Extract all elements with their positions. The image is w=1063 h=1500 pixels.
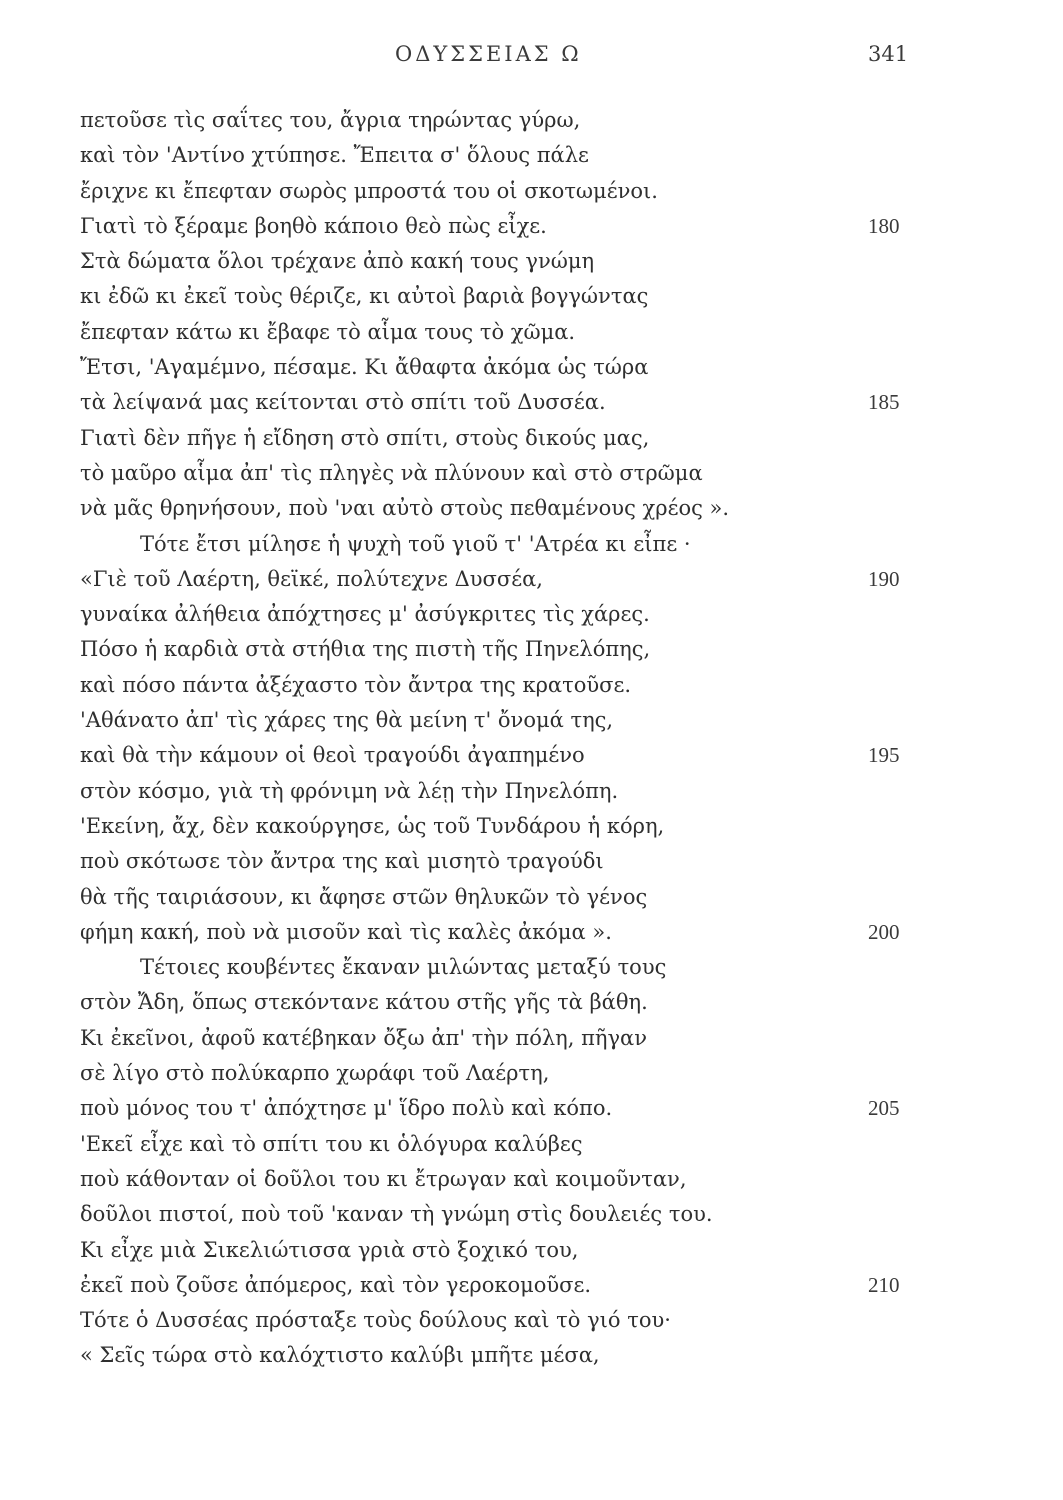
verse-text: Γιατὶ δὲν πῆγε ἡ εἴδηση στὸ σπίτι, στοὺς δικούς μας, bbox=[80, 425, 650, 450]
verse-line bbox=[0, 1127, 1063, 1162]
verse-line bbox=[0, 174, 1063, 209]
verse-text: «Γιὲ τοῦ Λαέρτη, θεϊκέ, πολύτεχνε Δυσσέα, bbox=[80, 566, 543, 591]
verse-line bbox=[0, 809, 1063, 844]
verse-line bbox=[0, 1162, 1063, 1197]
verse-line bbox=[0, 138, 1063, 173]
verse-line bbox=[0, 632, 1063, 667]
verse-line bbox=[0, 421, 1063, 456]
verse-block bbox=[0, 103, 1063, 1374]
verse-line bbox=[0, 244, 1063, 279]
verse-line bbox=[0, 491, 1063, 526]
verse-text: Στὰ δώματα ὅλοι τρέχανε ἀπὸ κακή τους γνώμη bbox=[80, 249, 595, 274]
verse-text: ἔριχνε κι ἔπεφταν σωρὸς μπροστά του οἱ σκοτωμένοι. bbox=[80, 178, 658, 203]
verse-text: Κι εἶχε μιὰ Σικελιώτισσα γριὰ στὸ ξοχικό του, bbox=[80, 1237, 579, 1262]
verse-line bbox=[0, 385, 1063, 420]
verse-line bbox=[0, 1233, 1063, 1268]
verse-line bbox=[0, 703, 1063, 738]
verse-line bbox=[0, 350, 1063, 385]
verse-line bbox=[0, 880, 1063, 915]
running-head bbox=[0, 42, 1063, 72]
verse-text: 'Εκεῖ εἶχε καὶ τὸ σπίτι του κι ὁλόγυρα καλύβες bbox=[80, 1131, 583, 1156]
line-number: 180 bbox=[868, 213, 900, 238]
verse-line bbox=[0, 456, 1063, 491]
verse-text: ἔπεφταν κάτω κι ἔβαφε τὸ αἷμα τους τὸ χῶμα. bbox=[80, 319, 576, 344]
verse-text: ποὺ σκότωσε τὸν ἄντρα της καὶ μισητὸ τραγούδι bbox=[80, 849, 604, 874]
verse-text: τὰ λείψανά μας κείτονται στὸ σπίτι τοῦ Δυσσέα. bbox=[80, 390, 606, 415]
verse-line bbox=[0, 597, 1063, 632]
verse-text: Τότε ἔτσι μίλησε ἡ ψυχὴ τοῦ γιοῦ τ' 'Ατρέα κι εἶπε · bbox=[140, 531, 691, 556]
line-number: 185 bbox=[868, 390, 900, 415]
verse-text: στὸν κόσμο, γιὰ τὴ φρόνιμη νὰ λέῃ τὴν Πηνελόπη. bbox=[80, 778, 619, 803]
verse-text: ποὺ μόνος του τ' ἀπόχτησε μ' ἵδρο πολὺ καὶ κόπο. bbox=[80, 1096, 613, 1121]
verse-text: « Σεῖς τώρα στὸ καλόχτιστο καλύβι μπῆτε μέσα, bbox=[80, 1343, 600, 1368]
verse-line bbox=[0, 774, 1063, 809]
verse-line bbox=[0, 315, 1063, 350]
verse-text: καὶ πόσο πάντα ἀξέχαστο τὸν ἄντρα της κρατοῦσε. bbox=[80, 672, 632, 697]
verse-text: 'Εκείνη, ἄχ, δὲν κακούργησε, ὡς τοῦ Τυνδάρου ἡ κόρη, bbox=[80, 813, 665, 838]
verse-line bbox=[0, 915, 1063, 950]
line-number: 205 bbox=[868, 1096, 900, 1121]
page-number: 341 bbox=[868, 42, 909, 66]
verse-line bbox=[0, 844, 1063, 879]
verse-line bbox=[0, 738, 1063, 773]
verse-text: πετοῦσε τὶς σαΐτες του, ἄγρια τηρώντας γύρω, bbox=[80, 108, 581, 132]
verse-text: θὰ τῆς ταιριάσουν, κι ἄφησε στῶν θηλυκῶν τὸ γένος bbox=[80, 884, 648, 909]
verse-text: ἐκεῖ ποὺ ζοῦσε ἀπόμερος, καὶ τὸν γεροκομοῦσε. bbox=[80, 1272, 592, 1297]
verse-text: καὶ θὰ τὴν κάμουν οἱ θεοὶ τραγούδι ἀγαπημένο bbox=[80, 743, 585, 768]
verse-text: γυναίκα ἀλήθεια ἀπόχτησες μ' ἀσύγκριτες τὶς χάρες. bbox=[80, 602, 650, 627]
line-number: 200 bbox=[868, 919, 900, 944]
verse-text: τὸ μαῦρο αἷμα ἀπ' τὶς πληγὲς νὰ πλύνουν καὶ στὸ στρῶμα bbox=[80, 460, 703, 485]
running-title: ΟΔΥΣΣΕΙΑΣ Ω bbox=[395, 42, 582, 66]
verse-text: Γιατὶ τὸ ξέραμε βοηθὸ κάποιο θεὸ πὼς εἶχε. bbox=[80, 213, 547, 238]
line-number: 190 bbox=[868, 566, 900, 591]
line-number: 195 bbox=[868, 743, 900, 768]
verse-line bbox=[0, 668, 1063, 703]
verse-text: Ἔτσι, 'Αγαμέμνο, πέσαμε. Κι ἄθαφτα ἀκόμα ὡς τώρα bbox=[80, 355, 649, 380]
verse-line bbox=[0, 1197, 1063, 1232]
verse-line bbox=[0, 985, 1063, 1020]
verse-line bbox=[0, 1091, 1063, 1126]
verse-line bbox=[0, 527, 1063, 562]
verse-line bbox=[0, 1268, 1063, 1303]
verse-line bbox=[0, 1056, 1063, 1091]
verse-line bbox=[0, 1338, 1063, 1373]
verse-line bbox=[0, 1021, 1063, 1056]
verse-text: δοῦλοι πιστοί, ποὺ τοῦ 'καναν τὴ γνώμη στὶς δουλειές του. bbox=[80, 1202, 713, 1227]
verse-text: Πόσο ἡ καρδιὰ στὰ στήθια της πιστὴ τῆς Πηνελόπης, bbox=[80, 637, 651, 662]
verse-text: καὶ τὸν 'Αντίνο χτύπησε. Ἔπειτα σ' ὅλους πάλε bbox=[80, 143, 589, 168]
verse-text: Τότε ὁ Δυσσέας πρόσταξε τοὺς δούλους καὶ τὸ γιό του· bbox=[80, 1308, 671, 1333]
verse-text: νὰ μᾶς θρηνήσουν, ποὺ 'ναι αὐτὸ στοὺς πεθαμένους χρέος ». bbox=[80, 496, 730, 521]
verse-line bbox=[0, 950, 1063, 985]
verse-line bbox=[0, 209, 1063, 244]
verse-text: Τέτοιες κουβέντες ἔκαναν μιλώντας μεταξύ τους bbox=[140, 955, 667, 980]
verse-line bbox=[0, 103, 1063, 138]
verse-text: ποὺ κάθονταν οἱ δοῦλοι του κι ἔτρωγαν καὶ κοιμοῦνταν, bbox=[80, 1166, 687, 1191]
verse-text: φήμη κακή, ποὺ νὰ μισοῦν καὶ τὶς καλὲς ἀκόμα ». bbox=[80, 919, 612, 944]
verse-text: 'Αθάνατο ἀπ' τὶς χάρες της θὰ μείνη τ' ὄνομά της, bbox=[80, 708, 614, 733]
verse-text: στὸν Ἄδη, ὅπως στεκόντανε κάτου στῆς γῆς τὰ βάθη. bbox=[80, 990, 648, 1015]
verse-line bbox=[0, 1303, 1063, 1338]
line-number: 210 bbox=[868, 1272, 900, 1297]
verse-text: Κι ἐκεῖνοι, ἀφοῦ κατέβηκαν ὄξω ἀπ' τὴν πόλη, πῆγαν bbox=[80, 1025, 647, 1050]
verse-text: σὲ λίγο στὸ πολύκαρπο χωράφι τοῦ Λαέρτη, bbox=[80, 1061, 550, 1086]
verse-text: κι ἐδῶ κι ἐκεῖ τοὺς θέριζε, κι αὐτοὶ βαριὰ βογγώντας bbox=[80, 284, 649, 309]
verse-line bbox=[0, 279, 1063, 314]
verse-line bbox=[0, 562, 1063, 597]
